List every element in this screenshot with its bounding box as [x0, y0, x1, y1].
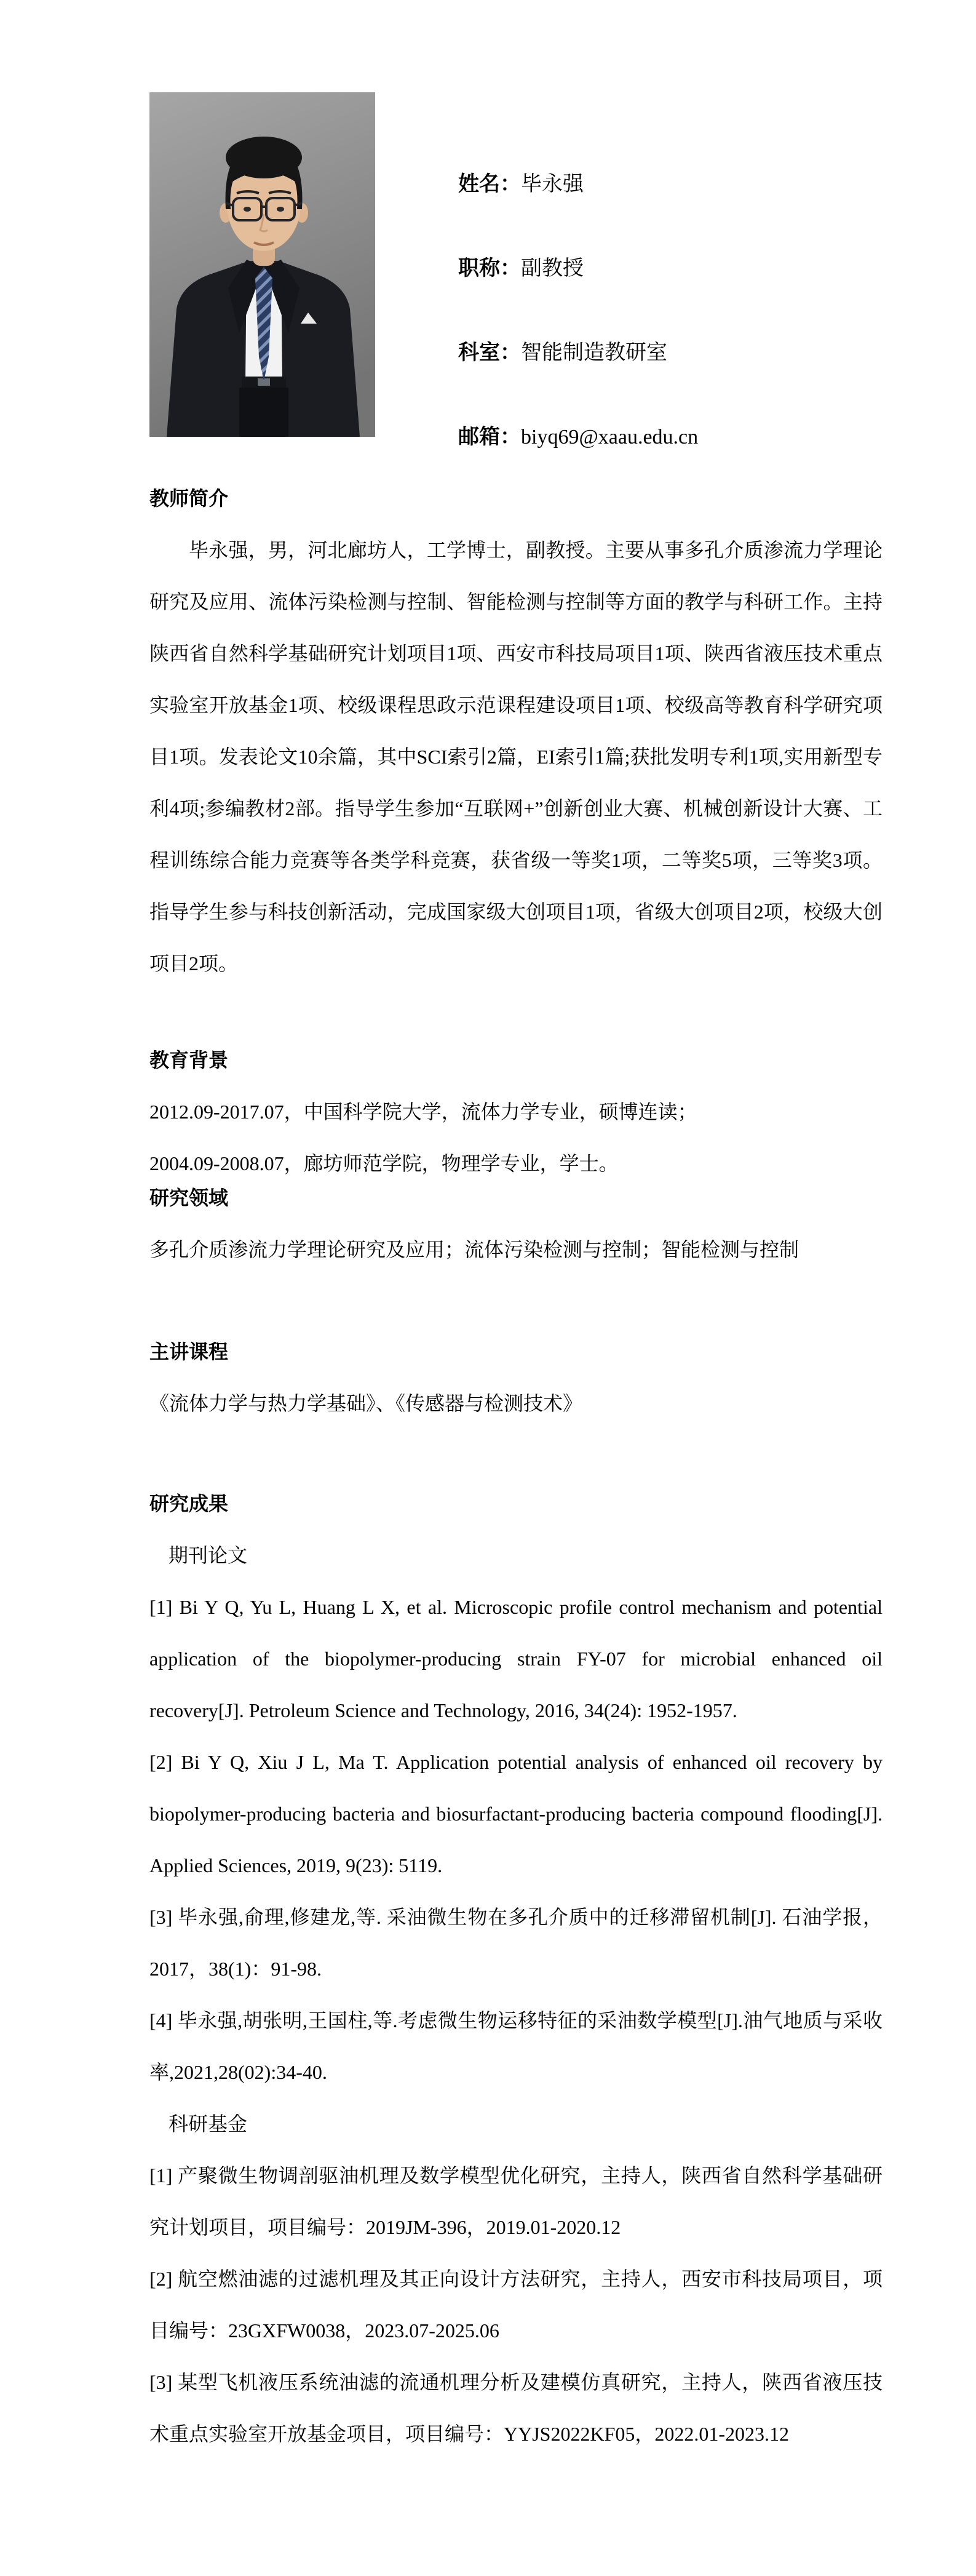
- profile-field-email: [458, 420, 698, 455]
- education-item: 2004.09-2008.07，廊坊师范学院，物理学专业，学士。: [149, 1152, 619, 1174]
- section-title-intro: 教师简介: [149, 487, 229, 509]
- field-colon: ：: [500, 257, 521, 280]
- eye-left: [244, 207, 251, 212]
- field-colon: ：: [500, 341, 521, 364]
- profile-field-name: [458, 167, 584, 202]
- document-content: [149, 473, 883, 2460]
- fund-item: [2] 航空燃油滤的过滤机理及其正向设计方法研究，主持人，西安市科技局项目，项目编号：23GXFW0038，2023.07-2025.06: [149, 2268, 883, 2342]
- profile-field-department: [458, 336, 667, 370]
- fund-item: [1] 产聚微生物调剖驱油机理及数学模型优化研究，主持人，陕西省自然科学基础研究计划项目，项目编号：2019JM-396，2019.01-2020.12: [149, 2164, 883, 2238]
- field-colon: ：: [500, 173, 521, 196]
- fund-item: [3] 某型飞机液压系统油滤的流通机理分析及建模仿真研究，主持人，陕西省液压技术重点实验室开放基金项目，项目编号：YYJS2022KF05，2022.01-2023.12: [149, 2371, 883, 2445]
- journal-paper-item: [2] Bi Y Q, Xiu J L, Ma T. Application potential analysis of enhanced oil recovery by biopolymer-producing bacteria and biosurfactant-producing bacteria compound flooding[J]. Applied Sciences, 2019, 9(23): 5119.: [149, 1751, 883, 1876]
- field-label: 姓名: [458, 173, 500, 196]
- section-title-achievements: 研究成果: [149, 1493, 229, 1515]
- section-title-research-fields: 研究领域: [149, 1187, 229, 1209]
- courses-text: 《流体力学与热力学基础》、《传感器与检测技术》: [149, 1392, 583, 1414]
- field-label: 邮箱: [458, 426, 500, 449]
- section-title-courses: 主讲课程: [149, 1341, 229, 1363]
- profile-photo: [149, 92, 375, 437]
- journal-papers-heading: 期刊论文: [169, 1544, 248, 1566]
- eye-right: [277, 207, 284, 212]
- research-fields-text: 多孔介质渗流力学理论研究及应用；流体污染检测与控制；智能检测与控制: [149, 1238, 799, 1261]
- education-item: 2012.09-2017.07，中国科学院大学，流体力学专业，硕博连读；: [149, 1101, 697, 1123]
- field-colon: ：: [500, 426, 521, 449]
- journal-paper-item: [1] Bi Y Q, Yu L, Huang L X, et al. Microscopic profile control mechanism and potential application of the biopolymer-producing strain FY-07 for microbial enhanced oil recovery[J]. Petroleum Science and Technology, 2016, 34(24): 1952-1957.: [149, 1596, 883, 1721]
- portrait-illustration: [149, 92, 375, 437]
- profile-field-title: [458, 252, 584, 286]
- field-value: 智能制造教研室: [521, 341, 667, 364]
- section-title-education: 教育背景: [149, 1049, 229, 1071]
- intro-paragraph: 毕永强，男，河北廊坊人，工学博士，副教授。主要从事多孔介质渗流力学理论研究及应用、流体污染检测与控制、智能检测与控制等方面的教学与科研工作。主持陕西省自然科学基础研究计划项目1项、西安市科技局项目1项、陕西省液压技术重点实验室开放基金1项、校级课程思政示范课程建设项目1项、校级高等教育科学研究项目1项。发表论文10余篇，其中SCI索引2篇，EI索引1篇;获批发明专利1项,实用新型专利4项;参编教材2部。指导学生参加“互联网+”创新创业大赛、机械创新设计大赛、工程训练综合能力竞赛等各类学科竞赛，获省级一等奖1项，二等奖5项，三等奖3项。指导学生参与科技创新活动，完成国家级大创项目1项，省级大创项目2项，校级大创项目2项。: [149, 539, 883, 975]
- field-value: 毕永强: [521, 173, 584, 196]
- field-label: 职称: [458, 257, 500, 280]
- email-value: biyq69@xaau.edu.cn: [521, 426, 699, 449]
- field-label: 科室: [458, 341, 500, 364]
- funds-heading: 科研基金: [169, 2113, 248, 2135]
- field-value: 副教授: [521, 257, 584, 280]
- journal-paper-item: [4] 毕永强,胡张明,王国柱,等.考虑微生物运移特征的采油数学模型[J].油气地质与采收率,2021,28(02):34-40.: [149, 2009, 883, 2083]
- trousers: [239, 388, 288, 437]
- journal-paper-item: [3] 毕永强,俞理,修建龙,等. 采油微生物在多孔介质中的迁移滞留机制[J]. 石油学报，2017，38(1)：91-98.: [149, 1906, 883, 1980]
